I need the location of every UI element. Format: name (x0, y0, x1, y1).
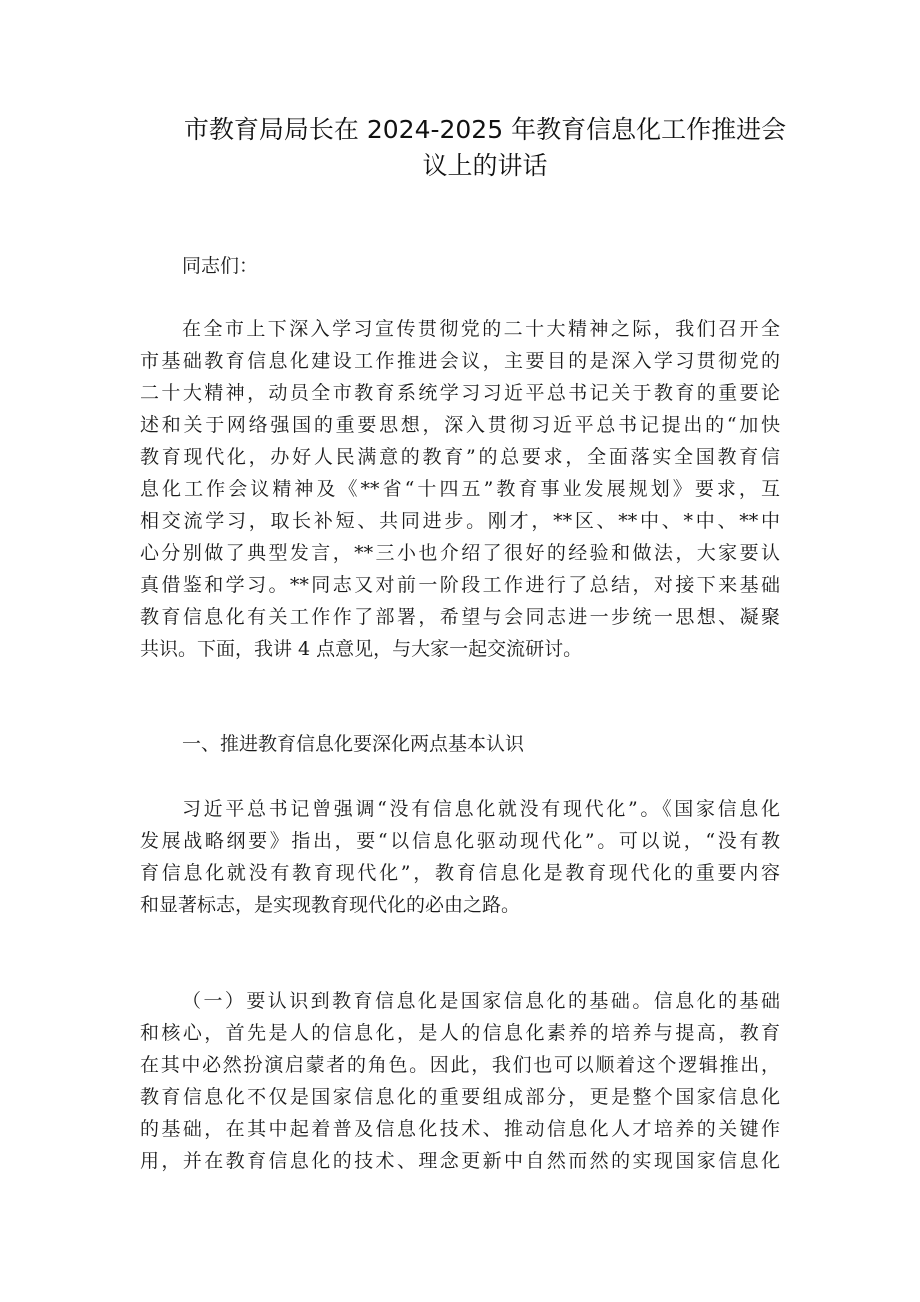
paragraph-line: 和显著标志，是实现教育现代化的必由之路。 (140, 894, 521, 916)
document-title (140, 112, 830, 184)
paragraph-line: 的基础，在其中起着普及信息化技术、推动信息化人才培养的关键作 (140, 1118, 780, 1140)
paragraph-modernization (140, 793, 780, 921)
paragraph-line: 和核心，首先是人的信息化，是人的信息化素养的培养与提高，教育 (140, 1022, 780, 1044)
paragraph-line: 习近平总书记曾强调“没有信息化就没有现代化”。《国家信息化 (182, 798, 780, 820)
paragraph-line: 息化工作会议精神及《**省“十四五”教育事业发展规划》要求，互 (140, 478, 780, 500)
paragraph-line: 教育信息化有关工作作了部署，希望与会同志进一步统一思想、凝聚 (140, 606, 780, 628)
heading-text: 一、推进教育信息化要深化两点基本认识 (182, 733, 525, 755)
paragraph-line: 在全市上下深入学习宣传贯彻党的二十大精神之际，我们召开全 (182, 318, 780, 340)
title-line: 议上的讲话 (422, 151, 548, 180)
paragraph-line: 心分别做了典型发言，**三小也介绍了很好的经验和做法，大家要认 (140, 542, 780, 564)
paragraph-line: 二十大精神，动员全市教育系统学习习近平总书记关于教育的重要论 (140, 382, 780, 404)
paragraph-line: 发展战略纲要》指出，要“以信息化驱动现代化”。可以说，“没有教 (140, 830, 780, 852)
title-line: 市教育局局长在 2024-2025 年教育信息化工作推进会 (183, 115, 787, 144)
greeting (140, 250, 780, 282)
section-heading-1 (140, 728, 780, 760)
paragraph-line: 教育现代化，办好人民满意的教育”的总要求，全面落实全国教育信 (140, 446, 780, 468)
paragraph-line: 共识。下面，我讲 4 点意见，与大家一起交流研讨。 (140, 638, 583, 660)
paragraph-line: （一）要认识到教育信息化是国家信息化的基础。信息化的基础 (182, 990, 780, 1012)
greeting-text: 同志们： (182, 255, 259, 277)
paragraph-line: 相交流学习，取长补短、共同进步。刚才，**区、**中、*中、**中 (140, 510, 780, 532)
paragraph-line: 真借鉴和学习。**同志又对前一阶段工作进行了总结，对接下来基础 (140, 574, 780, 596)
paragraph-line: 述和关于网络强国的重要思想，深入贯彻习近平总书记提出的“加快 (140, 414, 780, 436)
paragraph-line: 育信息化就没有教育现代化”，教育信息化是教育现代化的重要内容 (140, 862, 780, 884)
paragraph-national-foundation (140, 985, 780, 1177)
paragraph-line: 教育信息化不仅是国家信息化的重要组成部分，更是整个国家信息化 (140, 1086, 780, 1108)
paragraph-line: 在其中必然扮演启蒙者的角色。因此，我们也可以顺着这个逻辑推出， (140, 1054, 780, 1076)
paragraph-intro (140, 313, 780, 665)
paragraph-line: 用，并在教育信息化的技术、理念更新中自然而然的实现国家信息化 (140, 1150, 780, 1172)
paragraph-line: 市基础教育信息化建设工作推进会议，主要目的是深入学习贯彻党的 (140, 350, 780, 372)
